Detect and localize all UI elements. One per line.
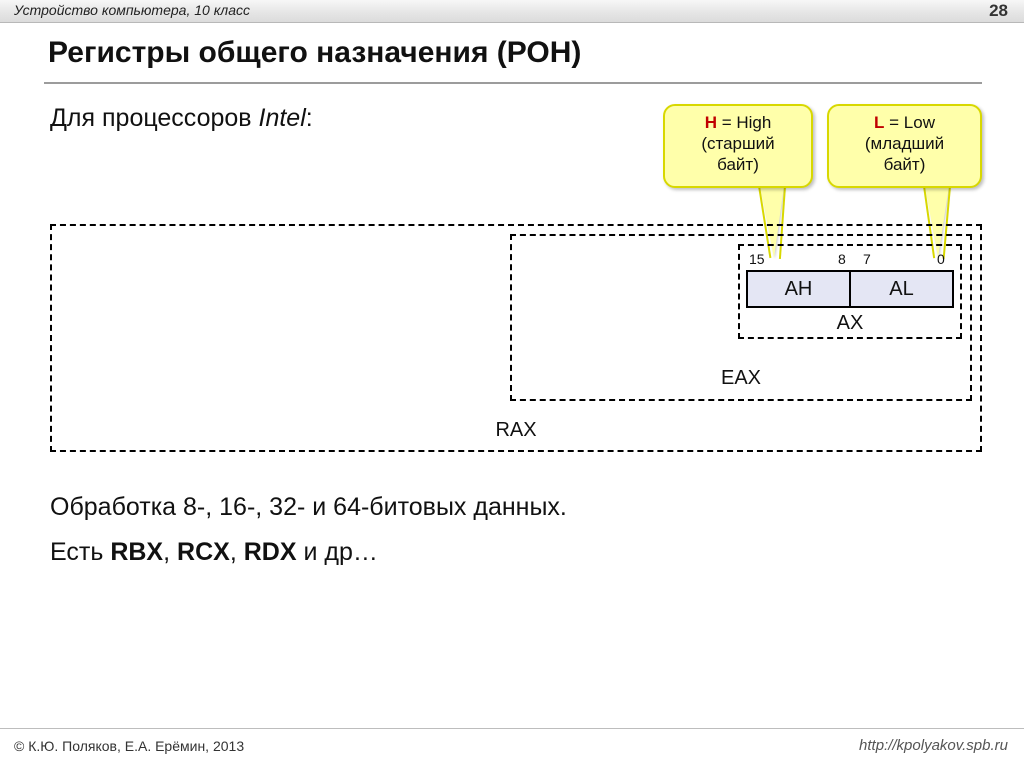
bit-label-8: 8 xyxy=(838,251,846,267)
callout-low-key: L xyxy=(874,113,885,132)
register-label-rax: RAX xyxy=(495,419,537,441)
callout-high-byte xyxy=(663,104,813,188)
register-cells xyxy=(746,270,954,308)
callout-high-line3: байт) xyxy=(717,155,759,174)
callout-high-line2: (старший xyxy=(701,134,775,153)
slide-number: 28 xyxy=(989,1,1008,20)
bit-label-15: 15 xyxy=(749,251,765,267)
callout-low-rest: = Low xyxy=(884,113,935,132)
register-rcx: RCX xyxy=(177,538,230,566)
footer-divider xyxy=(0,728,1024,729)
register-label-ax: AX xyxy=(836,312,864,334)
sep-2: , xyxy=(229,538,244,566)
course-title: Устройство компьютера, 10 класс xyxy=(14,2,250,18)
body-line-processing: Обработка 8-, 16-, 32- и 64-битовых данных. xyxy=(50,493,567,521)
register-cell-al: AL xyxy=(889,277,914,300)
intro-line xyxy=(50,104,313,133)
callout-high-line1 xyxy=(669,112,807,133)
footer-copyright: © К.Ю. Поляков, Е.А. Ерёмин, 2013 xyxy=(14,738,245,754)
callout-low-byte xyxy=(827,104,982,188)
sep-1: , xyxy=(163,538,178,566)
callout-high-key: H xyxy=(704,113,717,132)
body-line-other-registers xyxy=(50,538,378,567)
bit-label-0: 0 xyxy=(937,251,945,267)
page-title: Регистры общего назначения (РОН) xyxy=(48,36,582,69)
callout-low-line2: (младший xyxy=(864,134,945,153)
register-label-eax: EAX xyxy=(720,367,762,389)
callout-low-line3: байт) xyxy=(883,155,926,174)
register-cell-ah: AH xyxy=(748,272,851,306)
register-rbx: RBX xyxy=(110,538,164,566)
other-suffix: и др… xyxy=(296,538,378,566)
register-rdx: RDX xyxy=(243,538,297,566)
callout-low-line1 xyxy=(833,112,976,133)
intro-prefix: Для процессоров xyxy=(50,104,259,132)
bit-label-7: 7 xyxy=(863,251,871,267)
title-divider xyxy=(44,82,982,84)
footer-url[interactable]: http://kpolyakov.spb.ru xyxy=(859,737,1008,754)
callout-high-rest: = High xyxy=(716,113,772,132)
intro-suffix: : xyxy=(305,104,313,132)
other-prefix: Есть xyxy=(50,538,111,566)
intro-emphasis: Intel xyxy=(258,104,306,132)
